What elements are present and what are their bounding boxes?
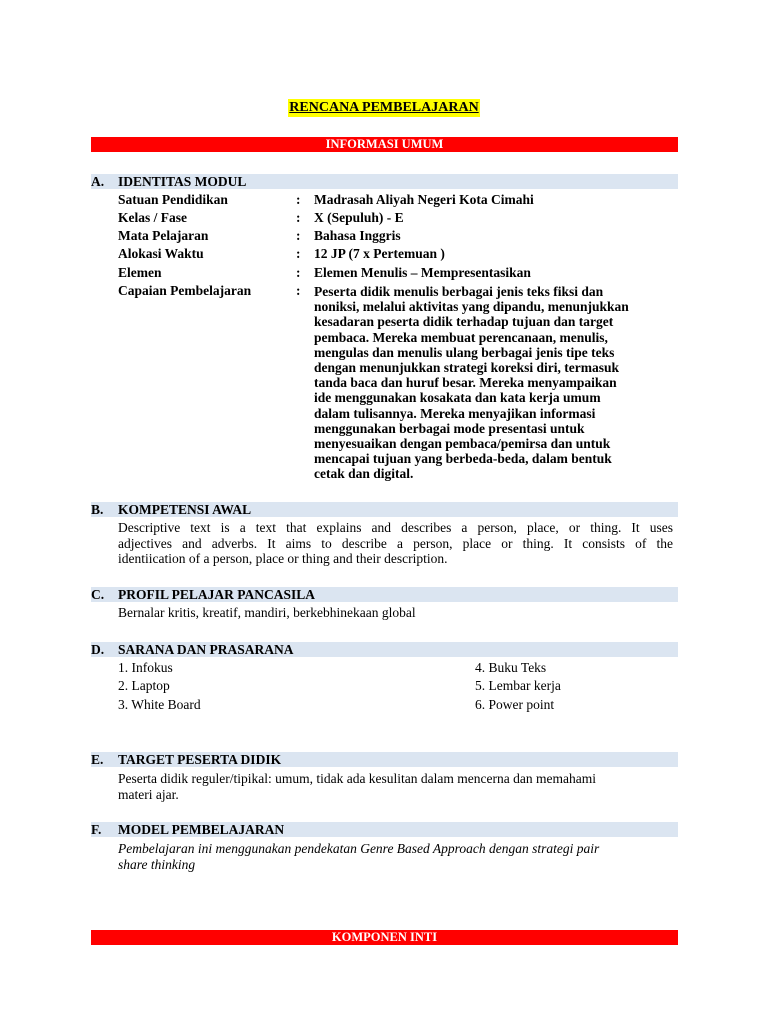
sarana-item: 3. White Board [118, 697, 201, 712]
capaian-line: ide menggunakan kosakata dan kata kerja umum [314, 390, 601, 406]
identity-colon: : [296, 210, 301, 225]
sarana-item: 1. Infokus [118, 660, 173, 675]
page-title: RENCANA PEMBELAJARAN [289, 100, 479, 115]
identity-label: Alokasi Waktu [118, 246, 204, 261]
section-e-header [91, 752, 678, 767]
section-c-header [91, 587, 678, 602]
kompetensi-line: adjectives and adverbs. It aims to describe a person, place or thing. It consists of the [118, 535, 673, 551]
identity-colon: : [296, 192, 301, 207]
target-line: Peserta didik reguler/tipikal: umum, tidak ada kesulitan dalam mencerna dan memahami [118, 771, 596, 786]
capaian-line: noniksi, melalui aktivitas yang dipandu, menunjukkan [314, 299, 629, 315]
sarana-item: 2. Laptop [118, 678, 170, 693]
section-e-title: TARGET PESERTA DIDIK [118, 752, 282, 767]
model-line: share thinking [118, 856, 196, 872]
identity-value: X (Sepuluh) - E [314, 210, 404, 225]
kompetensi-line: identiication of a person, place or thing and their description. [118, 551, 448, 566]
identity-value: 12 JP (7 x Pertemuan ) [314, 246, 445, 261]
komponen-inti-banner: KOMPONEN INTI [91, 930, 678, 945]
capaian-line: mengulas dan menulis ulang berbagai jenis tipe teks [314, 344, 615, 360]
capaian-line: menggunakan berbagai mode presentasi untuk [314, 420, 585, 436]
sarana-item: 5. Lembar kerja [475, 678, 561, 693]
section-f-header [91, 822, 678, 837]
profil-pelajar-text: Bernalar kritis, kreatif, mandiri, berkebhinekaan global [118, 605, 416, 620]
capaian-line: Peserta didik menulis berbagai jenis teks fiksi dan [314, 284, 604, 299]
sarana-item: 4. Buku Teks [475, 660, 547, 675]
capaian-line: tanda baca dan huruf besar. Mereka menyampaikan [314, 375, 617, 391]
section-e-letter: E. [91, 752, 104, 767]
capaian-line: mencapai tujuan yang berbeda-beda, dalam bentuk [314, 451, 612, 467]
section-a-title: IDENTITAS MODUL [118, 174, 247, 189]
section-a-header [91, 174, 678, 189]
identity-value: Elemen Menulis – Mempresentasikan [314, 265, 531, 280]
model-line: Pembelajaran ini menggunakan pendekatan Genre Based Approach dengan strategi pair [118, 841, 600, 856]
section-d-letter: D. [91, 642, 105, 657]
identity-value: Madrasah Aliyah Negeri Kota Cimahi [314, 192, 534, 207]
capaian-line: pembaca. Mereka membuat perencanaan, menulis, [314, 329, 608, 345]
model-pembelajaran-text [118, 841, 673, 872]
target-line: materi ajar. [118, 786, 179, 802]
identity-label: Kelas / Fase [118, 210, 187, 225]
identity-colon: : [296, 246, 301, 261]
section-d-header [91, 642, 678, 657]
capaian-line: dalam tulisannya. Mereka menyajikan informasi [314, 405, 596, 421]
capaian-pembelajaran-text [314, 284, 674, 482]
kompetensi-awal-text [118, 520, 673, 567]
identity-colon: : [296, 265, 301, 280]
target-peserta-text [118, 771, 673, 802]
sarana-item: 6. Power point [475, 697, 555, 712]
section-c-title: PROFIL PELAJAR PANCASILA [118, 587, 316, 602]
capaian-line: menyesuaikan dengan pembaca/pemirsa dan untuk [314, 436, 611, 452]
section-b-letter: B. [91, 502, 104, 517]
identity-colon: : [296, 228, 301, 243]
section-a-letter: A. [91, 174, 105, 189]
section-f-letter: F. [91, 822, 102, 837]
identity-label: Elemen [118, 265, 162, 280]
identity-colon: : [296, 283, 301, 298]
identity-label: Mata Pelajaran [118, 228, 209, 243]
identity-label: Satuan Pendidikan [118, 192, 228, 207]
section-f-title: MODEL PEMBELAJARAN [118, 822, 285, 837]
section-c-letter: C. [91, 587, 105, 602]
capaian-line: dengan menunjukkan strategi koreksi diri, termasuk [314, 360, 620, 376]
kompetensi-line: Descriptive text is a text that explains and describes a person, place, or thing. It uses [118, 520, 673, 535]
page-title-wrapper [0, 98, 768, 117]
identity-label: Capaian Pembelajaran [118, 283, 252, 298]
section-b-header [91, 502, 678, 517]
section-b-title: KOMPETENSI AWAL [118, 502, 252, 517]
section-d-title: SARANA DAN PRASARANA [118, 642, 294, 657]
identity-value: Bahasa Inggris [314, 228, 401, 243]
capaian-line: cetak dan digital. [314, 466, 414, 482]
capaian-line: kesadaran peserta didik terhadap tujuan dan target [314, 314, 614, 330]
informasi-umum-banner: INFORMASI UMUM [91, 137, 678, 152]
